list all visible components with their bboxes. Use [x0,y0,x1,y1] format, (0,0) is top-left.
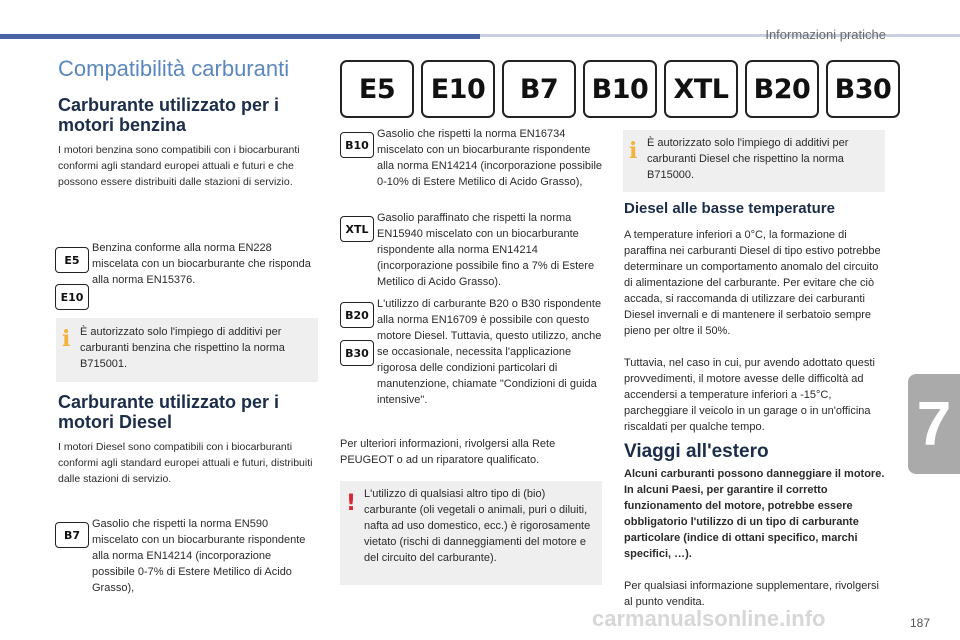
badge-xtl: XTL [664,60,738,118]
petrol-info-text: È autorizzato solo l'impiego di additivi per carburanti benzina che rispettino la norma B715001. [80,326,285,370]
petrol-info-box [56,318,318,382]
watermark: carmanualsonline.info [592,606,826,631]
more-info-text: Per ulteriori informazioni, rivolgersi alla Rete PEUGEOT o ad un riparatore qualificato. [340,438,556,466]
badge-small-b10: B10 [340,132,374,158]
warning-icon: ! [346,491,357,516]
badge-e5: E5 [340,60,414,118]
badge-small-e5: E5 [55,247,89,273]
badge-small-b30: B30 [340,340,374,366]
badge-small-xtl: XTL [340,216,374,242]
petrol-intro: I motori benzina sono compatibili con i biocarburanti conformi agli standard europei attuali e futuri e che possono essere distribuiti dalle stazioni di servizio. [58,144,300,188]
badge-b20: B20 [745,60,819,118]
header-bar [0,34,480,39]
badge-b10: B10 [583,60,657,118]
fuel-badges-row [340,60,907,118]
warning-box [340,481,602,585]
header-bar-light [480,34,960,37]
badge-e10: E10 [421,60,495,118]
badge-small-b20: B20 [340,302,374,328]
b10-description: Gasolio che rispetti la norma EN16734 miscelato con un biocarburante rispondente alla norma EN14214 (incorporazione possibile 0-10% di Estere Metilico di Acido Grasso), [377,128,603,188]
xtl-description: Gasolio paraffinato che rispetti la norma EN15940 miscelato con un biocarburante rispondente alla norma EN14214 (incorporazione possibile fino a 7% di Estere Metilico di Acido Grasso). [377,212,595,288]
diesel-intro: I motori Diesel sono compatibili con i biocarburanti conformi agli standard europei attuali e futuri, distribuiti dalle stazioni di servizio. [58,441,313,485]
petrol-description: Benzina conforme alla norma EN228 miscelata con un biocarburante che risponda alla norma EN15376. [92,242,311,286]
petrol-heading: Carburante utilizzato per i motori benzina [58,95,280,135]
badge-b7: B7 [502,60,576,118]
diesel-info-box [623,130,885,192]
b7-description: Gasolio che rispetti la norma EN590 miscelato con un biocarburante rispondente alla norma EN14214 (incorporazione possibile 0-7% di Estere Metilico di Acido Grasso), [92,518,306,594]
info-icon: i [62,326,71,352]
section-name: Informazioni pratiche [765,27,886,42]
diesel-info-text: È autorizzato solo l'impiego di additivi per carburanti Diesel che rispettino la norma B715000. [647,137,849,181]
badge-b30: B30 [826,60,900,118]
abroad-bold-text: Alcuni carburanti possono danneggiare il motore. In alcuni Paesi, per garantire il corretto funzionamento del motore, potrebbe essere obbligatorio l'utilizzo di un tipo di carburante particolare (indice di ottani specifico, marchi specifici, …). [624,468,885,560]
chapter-tab: 7 [908,374,960,474]
badge-small-b7: B7 [55,522,89,548]
cold-text: A temperature inferiori a 0°C, la formazione di paraffina nei carburanti Diesel di tipo estivo potrebbe determinare un comportamento anomalo del circuito di alimentazione del carburante. Per evitare che ciò accada, si raccomanda di utilizzare dei carburanti Diesel invernali e di mantenere il serbatoio sempre pieno per oltre il 50%. [624,229,881,337]
info-icon: i [629,138,638,164]
diesel-heading: Carburante utilizzato per i motori Diesel [58,392,280,432]
abroad-heading: Viaggi all'estero [624,441,769,462]
badge-small-e10: E10 [55,284,89,310]
warning-text: L'utilizzo di qualsiasi altro tipo di (bio) carburante (oli vegetali o animali, puri o diluiti, nafta ad uso domestico, ecc.) è rigorosamente vietato (rischi di danneggiamenti del motore e del circuito del carburante). [364,488,591,564]
page-number: 187 [909,616,930,630]
page-title: Compatibilità carburanti [58,56,290,81]
cold-text-2: Tuttavia, nel caso in cui, pur avendo adottato questi provvedimenti, il motore avesse delle difficoltà ad accendersi a temperature inferiori a -15°C, parcheggiare il veicolo in un garage o in un'officina riscaldati per qualche tempo. [624,357,875,433]
cold-heading: Diesel alle basse temperature [624,200,835,217]
b20-b30-description: L'utilizzo di carburante B20 o B30 rispondente alla norma EN16709 è possibile con questo motore Diesel. Tuttavia, questo utilizzo, anche se occasionale, necessita l'applicazione rigorosa delle condizioni particolari di manutenzione, chiamate "Condizioni di guida intensive". [377,298,602,406]
abroad-text: Per qualsiasi informazione supplementare, rivolgersi al punto vendita. [624,580,879,608]
